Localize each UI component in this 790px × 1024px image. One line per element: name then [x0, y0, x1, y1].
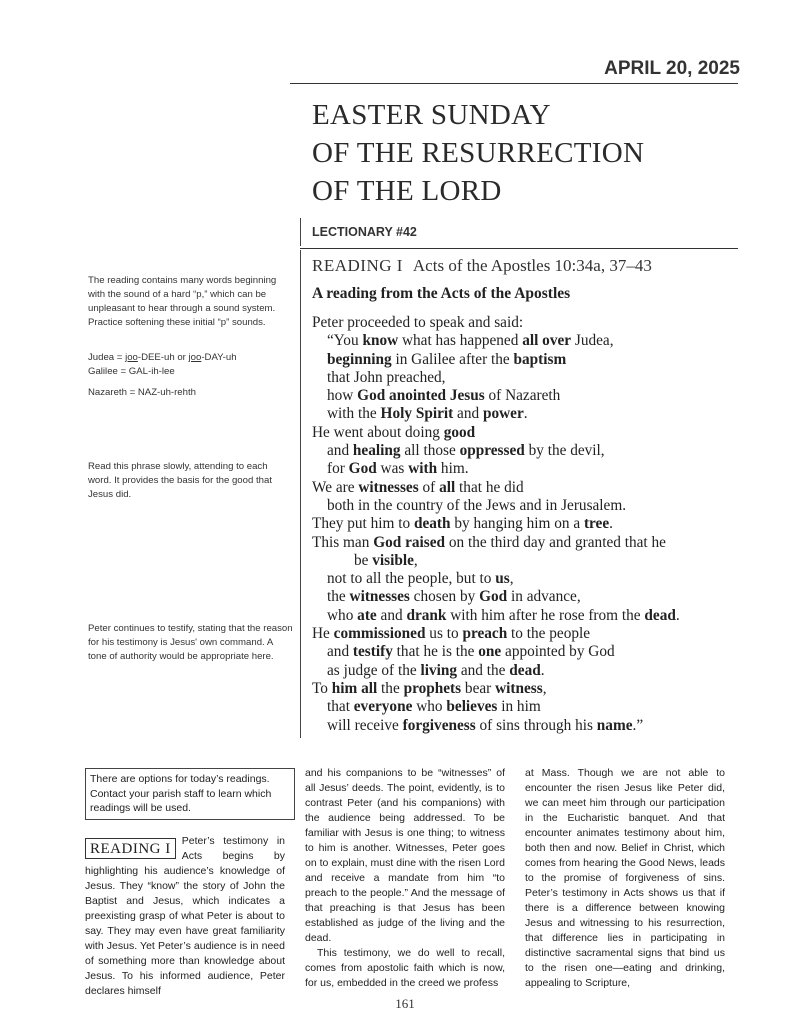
reading-line: beginning in Galilee after the baptism: [327, 350, 567, 368]
reading-line: Peter proceeded to speak and said:: [312, 314, 524, 331]
reading-line: “You know what has happened all over Judea,: [327, 332, 614, 350]
pron-galilee: Galilee = GAL-ih-lee: [88, 366, 175, 377]
title-line-2: OF THE RESURRECTION: [312, 137, 645, 169]
reading-line: not to all the people, but to us,: [327, 570, 514, 588]
reading-line: This man God raised on the third day and granted that he: [312, 533, 666, 551]
reading-line: and healing all those oppressed by the devil,: [327, 442, 605, 460]
reading-line: and testify that he is the one appointed by God: [327, 643, 615, 661]
page-title: [312, 96, 752, 210]
note-text: The reading contains many words beginning with the sound of a hard “p,” which can be unpleasant to hear through a sound system. Practice softening these initial “p” sounds.: [88, 275, 277, 328]
commentary-paragraph: and his companions to be “witnesses” of all Jesus’ deeds. The point, evidently, is to contrast Peter (and his companions) with the audience being addressed. To be familiar with Jesus is one thing; to witness to him is another. Witnesses, Peter goes on to explain, must dine with the risen Lord and receive a mandate from him “to preach to the people.” And the message of that preaching is that Jesus has been established as judge of the living and the dead.: [305, 767, 505, 944]
pronunciation-guide: [88, 351, 293, 400]
reading-line: will receive forgiveness of sins through his name.”: [327, 716, 644, 734]
page-date: APRIL 20, 2025: [604, 58, 740, 79]
commentary-paragraph: at Mass. Though we are not able to encounter the risen Jesus like Peter did, we can meet him through our participation in the Eucharistic banquet. And that encounter animates testimony about him, both then and now. Belief in Christ, which comes from hearing the Good News, leads to the promise of forgiveness of sins. Peter’s testimony in Acts shows us that if there is a difference between knowing Jesus and witnessing to his resurrection, that difference lies in participating in distinctive sacramental signs that bind us to the risen one—eating and drinking, appealing to Scripture,: [525, 767, 725, 989]
reading-line: They put him to death by hanging him on a tree.: [312, 515, 613, 533]
lectionary-rule: [300, 248, 738, 249]
reading-line: To him all the prophets bear witness,: [312, 679, 547, 697]
commentary-column-1: [85, 834, 285, 999]
commentary-column-2: [305, 766, 505, 991]
reading-line: He commissioned us to preach to the people: [312, 625, 591, 643]
reading-subhead: A reading from the Acts of the Apostles: [312, 285, 571, 302]
reading-label-box: READING I: [85, 838, 176, 859]
reading-line: for God was with him.: [327, 460, 469, 478]
title-line-1: EASTER SUNDAY: [312, 99, 551, 131]
commentary-text: Peter’s testimony in Acts begins by highlighting his audience’s knowledge of Jesus. They “know” the story of John the Baptist and Jesus, which indicates a preexisting grasp of what Peter is about to say. They may even have great familiarity with Jesus. Yet Peter’s audience is in need of something more than knowledge about Jesus. To his informed audience, Peter declares himself: [85, 835, 285, 997]
note-text: Read this phrase slowly, attending to each word. It provides the basis for the good that Jesus did.: [88, 461, 272, 500]
reading-label: READING I: [312, 256, 403, 275]
commentary-column-3: [525, 766, 725, 991]
page-number: 161: [395, 996, 415, 1011]
reading-line: how God anointed Jesus of Nazareth: [327, 387, 561, 405]
pron-judea: Judea = joo-DEE-uh or joo-DAY-uh: [88, 352, 237, 363]
column-divider: [300, 218, 301, 246]
reading-line: We are witnesses of all that he did: [312, 478, 524, 496]
reading-line: He went about doing good: [312, 423, 476, 441]
header-rule: [290, 83, 738, 84]
margin-note-testify: [88, 622, 293, 664]
reading-heading: [312, 256, 652, 276]
lectionary-number: LECTIONARY #42: [312, 225, 417, 239]
reading-line: the witnesses chosen by God in advance,: [327, 588, 581, 606]
margin-note-p-sounds: [88, 274, 293, 330]
options-box: There are options for today’s readings. Contact your parish staff to learn which readings will be used.: [85, 768, 295, 820]
title-line-3: OF THE LORD: [312, 175, 502, 207]
reading-line: be visible,: [354, 551, 418, 569]
reading-line: that everyone who believes in him: [327, 698, 541, 716]
reading-line: who ate and drank with him after he rose from the dead.: [327, 606, 680, 624]
pron-nazareth: Nazareth = NAZ-uh-rehth: [88, 387, 196, 398]
margin-note-read-slowly: [88, 460, 293, 502]
note-text: Peter continues to testify, stating that the reason for his testimony is Jesus' own command. A tone of authority would be appropriate here.: [88, 623, 293, 662]
reading-line: that John preached,: [327, 368, 446, 386]
reading-line: with the Holy Spirit and power.: [327, 405, 528, 423]
reading-line: as judge of the living and the dead.: [327, 661, 545, 679]
reading-text: [312, 314, 752, 735]
reading-source: Acts of the Apostles 10:34a, 37–43: [412, 256, 652, 275]
commentary-paragraph: This testimony, we do well to recall, comes from apostolic faith which is now, for us, embedded in the creed we profess: [305, 947, 505, 989]
reading-line: both in the country of the Jews and in Jerusalem.: [327, 496, 627, 514]
column-divider: [300, 250, 301, 738]
